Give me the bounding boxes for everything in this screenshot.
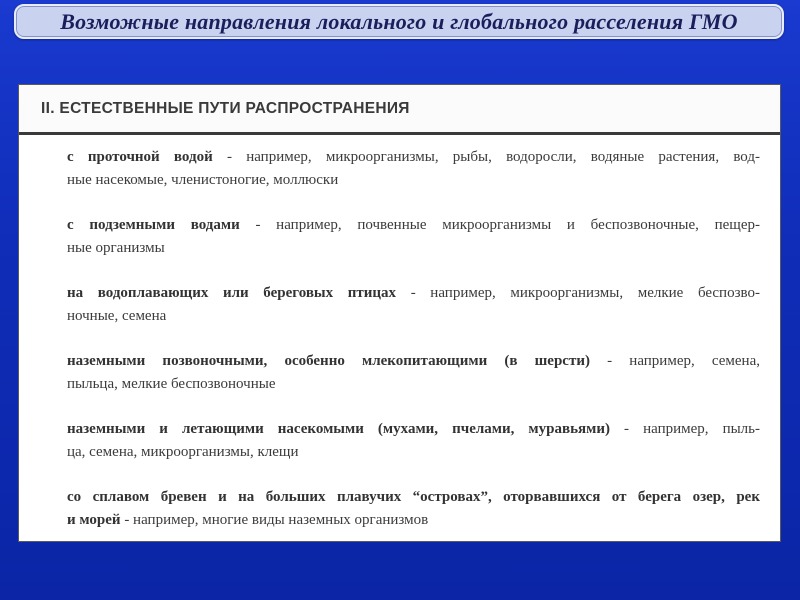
list-item-line-2: ночные, семена xyxy=(67,308,167,324)
list-item-line-1 xyxy=(67,350,760,373)
list-item-text: - например, микроорганизмы, мелкие беспозво- xyxy=(396,285,760,301)
list-item-text: - например, семена, xyxy=(589,353,760,369)
list-item xyxy=(67,350,760,418)
list-item-line-1 xyxy=(67,214,760,237)
list-item-heading: и морей xyxy=(67,512,121,528)
list-item-heading: наземными позвоночными, особенно млекопитающими (в шерсти) xyxy=(67,353,590,369)
list-item-text: - например, почвенные микроорганизмы и беспозвоночные, пещер- xyxy=(239,217,760,233)
list-item-line-2: ца, семена, микроорганизмы, клещи xyxy=(67,444,299,460)
list-item xyxy=(67,418,760,486)
list-item-text: - например, микроорганизмы, рыбы, водоросли, водяные растения, вод- xyxy=(212,149,760,165)
list-item-heading: с проточной водой xyxy=(67,149,213,165)
list-item-text: - например, пыль- xyxy=(610,421,760,437)
list-item-line-2: ные организмы xyxy=(67,240,165,256)
list-item-line-1 xyxy=(67,282,760,305)
list-item-line-1 xyxy=(67,418,760,441)
slide-title: Возможные направления локального и глобального расселения ГМО xyxy=(60,8,738,34)
list-item-line-1 xyxy=(67,486,760,509)
panel-header-title: II. ЕСТЕСТВЕННЫЕ ПУТИ РАСПРОСТРАНЕНИЯ xyxy=(41,100,410,117)
panel-body xyxy=(67,146,760,554)
list-item-line-2 xyxy=(67,509,760,532)
list-item xyxy=(67,214,760,282)
list-item-heading: на водоплавающих или береговых птицах xyxy=(67,285,397,301)
list-item-heading: с подземными водами xyxy=(67,217,240,233)
list-item-line-1 xyxy=(67,146,760,169)
list-item-heading: наземными и летающими насекомыми (мухами, пчелами, муравьями) xyxy=(67,421,610,437)
list-item-line-2: пыльца, мелкие беспозвоночные xyxy=(67,376,276,392)
panel-header xyxy=(19,85,780,135)
list-item-line-2: ные насекомые, членистоногие, моллюски xyxy=(67,172,339,188)
list-item xyxy=(67,486,760,554)
slide-title-bar xyxy=(14,4,784,39)
list-item xyxy=(67,282,760,350)
list-item xyxy=(67,146,760,214)
list-item-text: - например, многие виды наземных организмов xyxy=(120,512,429,528)
list-item-heading: со сплавом бревен и на больших плавучих “островах”, оторвавшихся от берега озер, рек xyxy=(67,489,760,505)
content-panel xyxy=(18,84,781,542)
